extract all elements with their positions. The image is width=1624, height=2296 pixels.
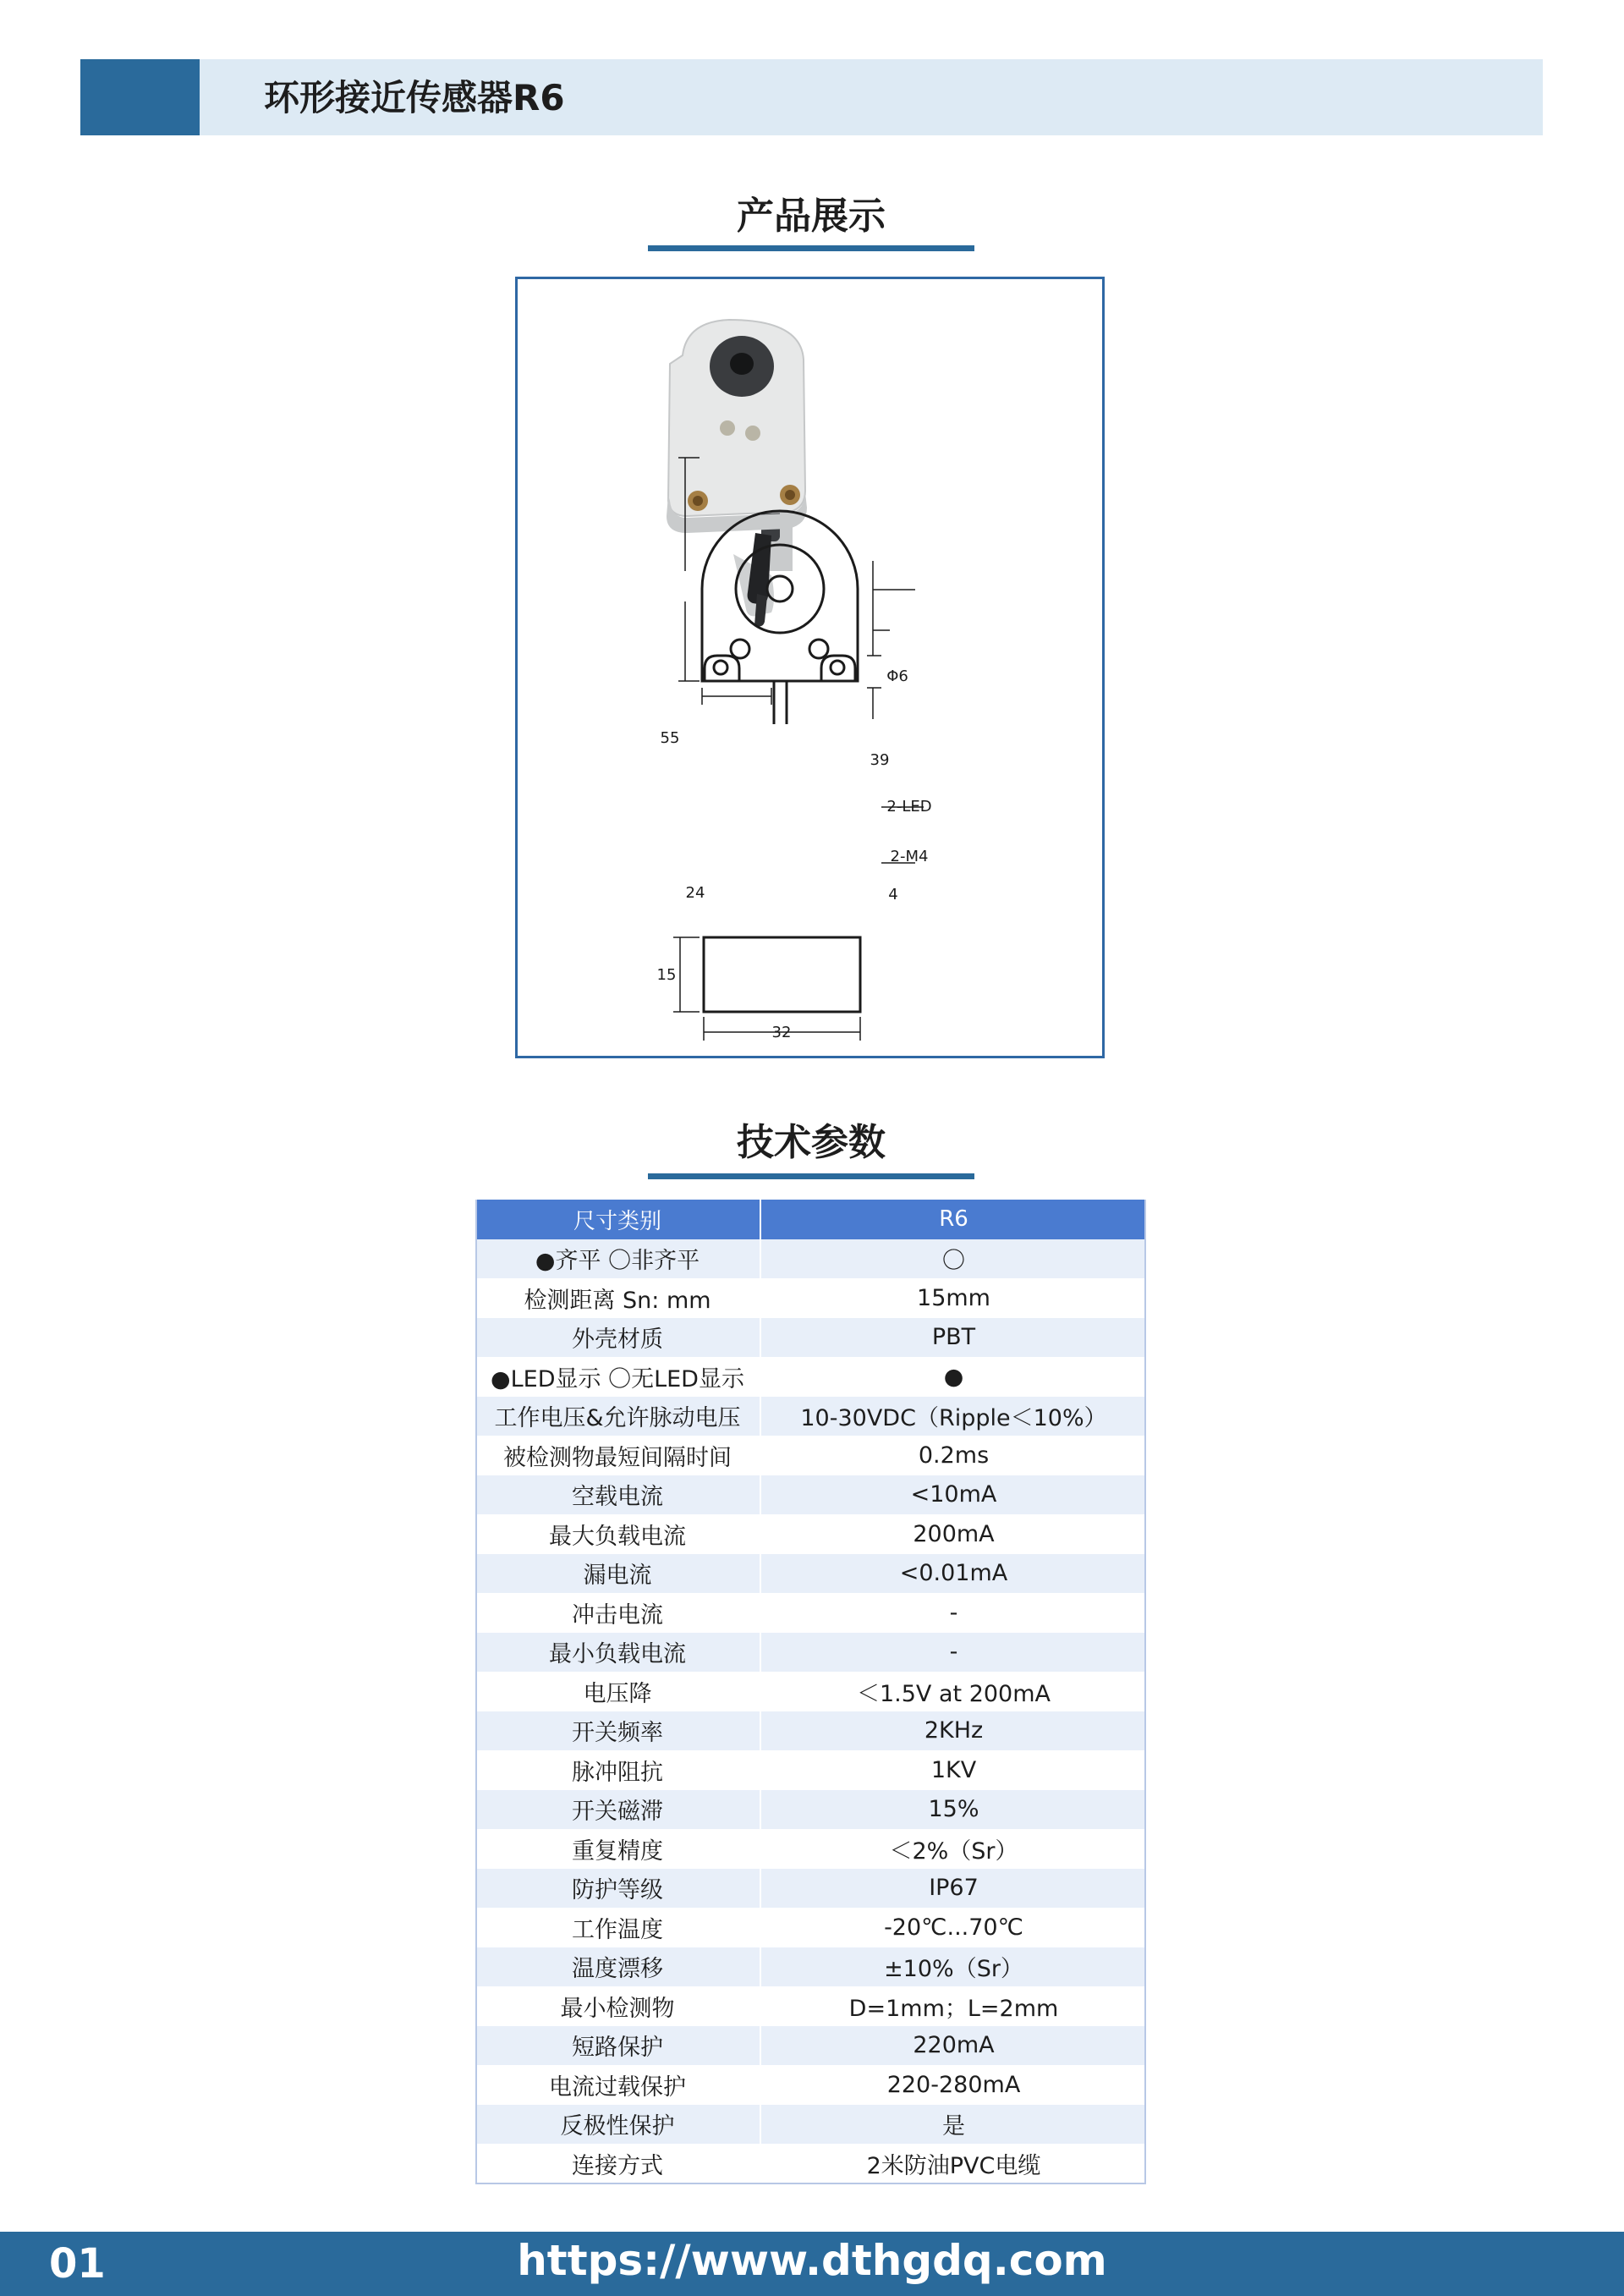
spec-value: 200mA [760, 1514, 1146, 1554]
spec-label: 短路保护 [475, 2026, 760, 2066]
table-row [475, 1869, 1146, 1909]
table-row [475, 1239, 1146, 1279]
spec-value: 220-280mA [760, 2065, 1146, 2105]
table-row [475, 1790, 1146, 1830]
spec-label: ●LED显示 〇无LED显示 [475, 1357, 760, 1397]
side-view [657, 937, 860, 1041]
spec-header-label: 尺寸类别 [475, 1200, 760, 1239]
spec-label: 连接方式 [475, 2144, 760, 2183]
spec-label: 开关频率 [475, 1711, 760, 1751]
table-row [475, 1908, 1146, 1947]
note-led-label: 2-LED [886, 798, 932, 816]
spec-label: 重复精度 [475, 1829, 760, 1869]
spec-label: 防护等级 [475, 1869, 760, 1909]
spec-value: PBT [760, 1318, 1146, 1358]
table-row [475, 1672, 1146, 1711]
dim-length-label: 32 [771, 1024, 792, 1041]
spec-header-value: R6 [760, 1200, 1146, 1239]
table-row [475, 1829, 1146, 1869]
spec-value: D=1mm；L=2mm [760, 1986, 1146, 2026]
spec-value: 220mA [760, 2026, 1146, 2066]
spec-value: 〇 [760, 1239, 1146, 1279]
footer-url[interactable]: https://www.dthgdq.com [517, 2236, 1107, 2285]
spec-value: - [760, 1633, 1146, 1673]
table-row [475, 2144, 1146, 2183]
front-view-labels [661, 667, 932, 904]
page-title: 环形接近传感器R6 [264, 77, 565, 118]
spec-value: <0.01mA [760, 1554, 1146, 1594]
spec-value: 2KHz [760, 1711, 1146, 1751]
table-row [475, 1514, 1146, 1554]
spec-label: 工作温度 [475, 1908, 760, 1947]
spec-label: 空载电流 [475, 1475, 760, 1515]
table-row [475, 1947, 1146, 1987]
spec-label: 被检测物最短间隔时间 [475, 1436, 760, 1475]
table-row [475, 1711, 1146, 1751]
spec-value: 15mm [760, 1278, 1146, 1318]
specs-section-underline [648, 1173, 974, 1179]
spec-label: 电压降 [475, 1672, 760, 1711]
table-row [475, 2065, 1146, 2105]
spec-label: 反极性保护 [475, 2105, 760, 2145]
spec-label: 外壳材质 [475, 1318, 760, 1358]
spec-label: 开关磁滞 [475, 1790, 760, 1830]
spec-value: ● [760, 1357, 1146, 1397]
spec-value: ±10%（Sr） [760, 1947, 1146, 1987]
page-number: 01 [49, 2240, 106, 2288]
spec-value: - [760, 1593, 1146, 1633]
dim-width-label: 24 [685, 884, 705, 902]
table-row [475, 2026, 1146, 2066]
spec-value: -20℃...70℃ [760, 1908, 1146, 1947]
specs-section-title: 技术参数 [737, 1121, 886, 1164]
spec-value: IP67 [760, 1869, 1146, 1909]
spec-value: 2米防油PVC电缆 [760, 2144, 1146, 2183]
dim-thickness-label: 15 [656, 966, 677, 984]
dim-hole-offset-label: 39 [870, 751, 890, 769]
table-row [475, 1593, 1146, 1633]
table-row [475, 1750, 1146, 1790]
spec-label: 冲击电流 [475, 1593, 760, 1633]
table-row [475, 2105, 1146, 2145]
spec-table [475, 1200, 1146, 2183]
spec-label: 最小负载电流 [475, 1633, 760, 1673]
table-row [475, 1357, 1146, 1397]
dim-height-label: 55 [660, 729, 680, 747]
table-row [475, 1986, 1146, 2026]
spec-label: 工作电压&允许脉动电压 [475, 1397, 760, 1436]
table-row [475, 1397, 1146, 1436]
spec-label: 检测距离 Sn: mm [475, 1278, 760, 1318]
table-row [475, 1554, 1146, 1594]
dim-hole-label: Φ6 [886, 667, 908, 685]
header-accent-block [80, 59, 200, 135]
dim-edge-label: 4 [888, 886, 898, 904]
spec-value: 15% [760, 1790, 1146, 1830]
spec-value: <10mA [760, 1475, 1146, 1515]
spec-value: 10-30VDC（Ripple＜10%） [760, 1397, 1146, 1436]
product-drawing [518, 279, 1102, 1056]
spec-table-header [475, 1200, 1146, 1239]
spec-value: ＜2%（Sr） [760, 1829, 1146, 1869]
spec-value: 1KV [760, 1750, 1146, 1790]
table-row [475, 1318, 1146, 1358]
spec-label: ●齐平 〇非齐平 [475, 1239, 760, 1279]
table-row [475, 1436, 1146, 1475]
spec-label: 电流过载保护 [475, 2065, 760, 2105]
table-row [475, 1278, 1146, 1318]
product-section-underline [648, 245, 974, 251]
product-section-title: 产品展示 [737, 195, 886, 238]
spec-label: 最大负载电流 [475, 1514, 760, 1554]
spec-value: 是 [760, 2105, 1146, 2145]
spec-value: ＜1.5V at 200mA [760, 1672, 1146, 1711]
spec-label: 漏电流 [475, 1554, 760, 1594]
spec-label: 温度漂移 [475, 1947, 760, 1987]
spec-value: 0.2ms [760, 1436, 1146, 1475]
spec-label: 脉冲阻抗 [475, 1750, 760, 1790]
note-mount-label: 2-M4 [890, 848, 929, 865]
table-row [475, 1633, 1146, 1673]
spec-label: 最小检测物 [475, 1986, 760, 2026]
product-figure [515, 277, 1105, 1058]
table-row [475, 1475, 1146, 1515]
